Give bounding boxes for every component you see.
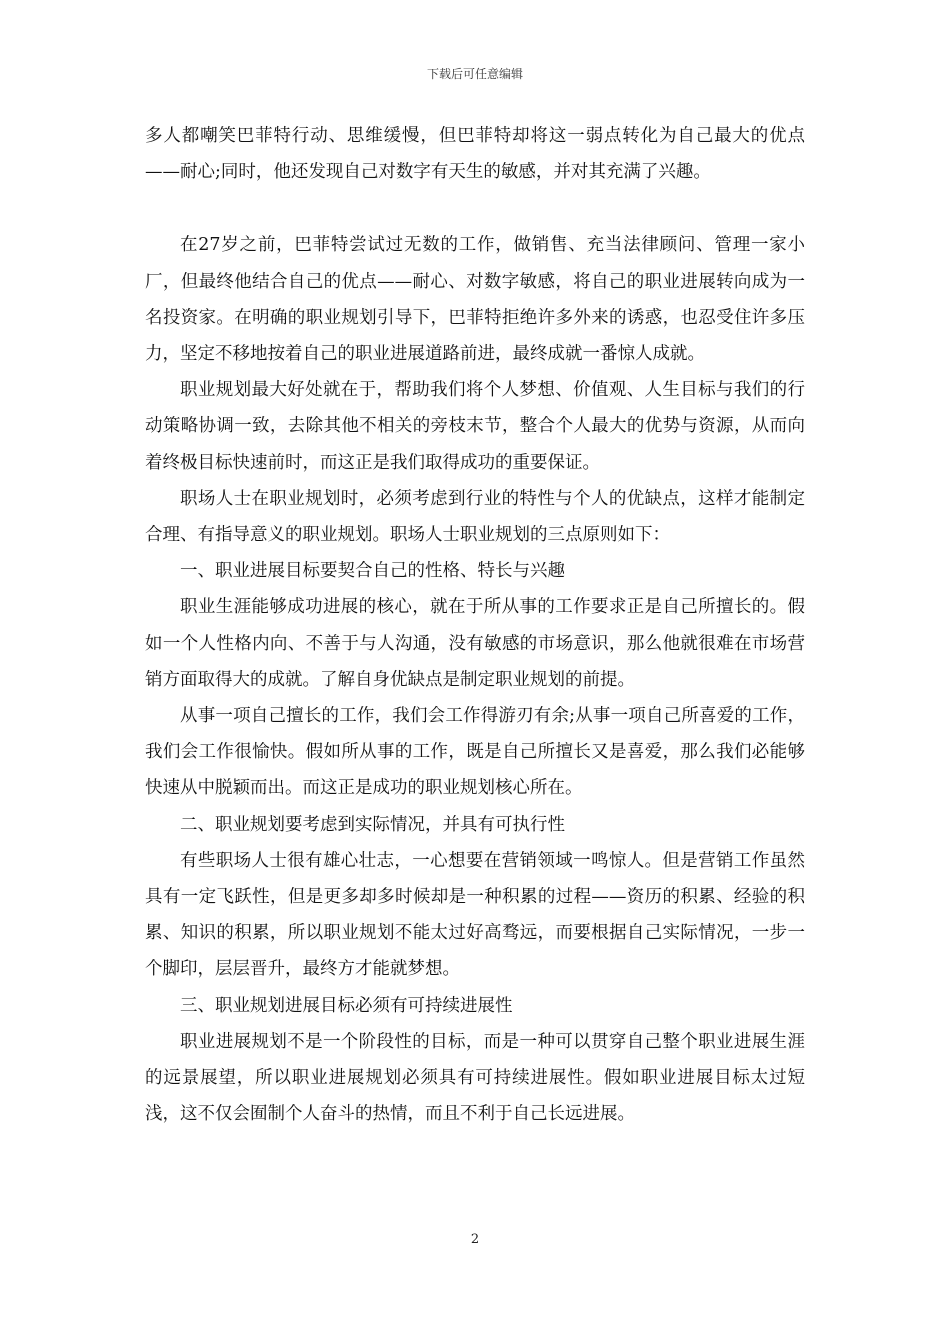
page-header: 下载后可任意编辑 <box>426 67 523 81</box>
paragraph-8: 职业进展规划不是一个阶段性的目标，而是一种可以贯穿自己整个职业进展生涯的远景展望，所以职业进展规划必须具有可持续进展性。假如职业进展目标太过短浅，这不仅会囿制个人奋斗的热情，而且不利于自己长远进展。 <box>145 1031 805 1125</box>
paragraph-4: 职场人士在职业规划时，必须考虑到行业的特性与个人的优缺点，这样才能制定合理、有指导意义的职业规划。职场人士职业规划的三点原则如下： <box>145 488 805 546</box>
paragraph-5: 职业生涯能够成功进展的核心，就在于所从事的工作要求正是自己所擅长的。假如一个人性格内向、不善于与人沟通，没有敏感的市场意识，那么他就很难在市场营销方面取得大的成就。了解自身优缺点是制定职业规划的前提。 <box>145 597 805 690</box>
page-number: 2 <box>470 1232 480 1247</box>
section-heading-3: 三、职业规划进展目标必须有可持续进展性 <box>180 995 513 1016</box>
paragraph-3: 职业规划最大好处就在于，帮助我们将个人梦想、价值观、人生目标与我们的行动策略协调一致，去除其他不相关的旁枝末节，整合个人最大的优势与资源，从而向着终极目标快速前时，而这正是我们取得成功的重要保证。 <box>145 380 805 473</box>
section-heading-2: 二、职业规划要考虑到实际情况，并具有可执行性 <box>180 814 565 835</box>
paragraph-7: 有些职场人士很有雄心壮志，一心想要在营销领域一鸣惊人。但是营销工作虽然具有一定飞跃性，但是更多却多时候却是一种积累的过程——资历的积累、经验的积累、知识的积累，所以职业规划不能太过好高骛远，而要根据自己实际情况，一步一个脚印，层层晋升，最终方才能就梦想。 <box>145 850 805 980</box>
paragraph-1: 多人都嘲笑巴菲特行动、思维缓慢，但巴菲特却将这一弱点转化为自己最大的优点——耐心;同时，他还发现自己对数字有天生的敏感，并对其充满了兴趣。 <box>145 126 805 183</box>
document-body <box>145 118 805 1132</box>
paragraph-6: 从事一项自己擅长的工作，我们会工作得游刃有余;从事一项自己所喜爱的工作，我们会工作很愉快。假如所从事的工作，既是自己所擅长又是喜爱，那么我们必能够快速从中脱颖而出。而这正是成功的职业规划核心所在。 <box>145 706 805 799</box>
paragraph-2: 在27岁之前，巴菲特尝试过无数的工作，做销售、充当法律顾问、管理一家小厂，但最终他结合自己的优点——耐心、对数字敏感，将自己的职业进展转向成为一名投资家。在明确的职业规划引导下，巴菲特拒绝许多外来的诱惑，也忍受住许多压力，坚定不移地按着自己的职业进展道路前进，最终成就一番惊人成就。 <box>145 235 805 365</box>
section-heading-1: 一、职业进展目标要契合自己的性格、特长与兴趣 <box>180 561 565 582</box>
